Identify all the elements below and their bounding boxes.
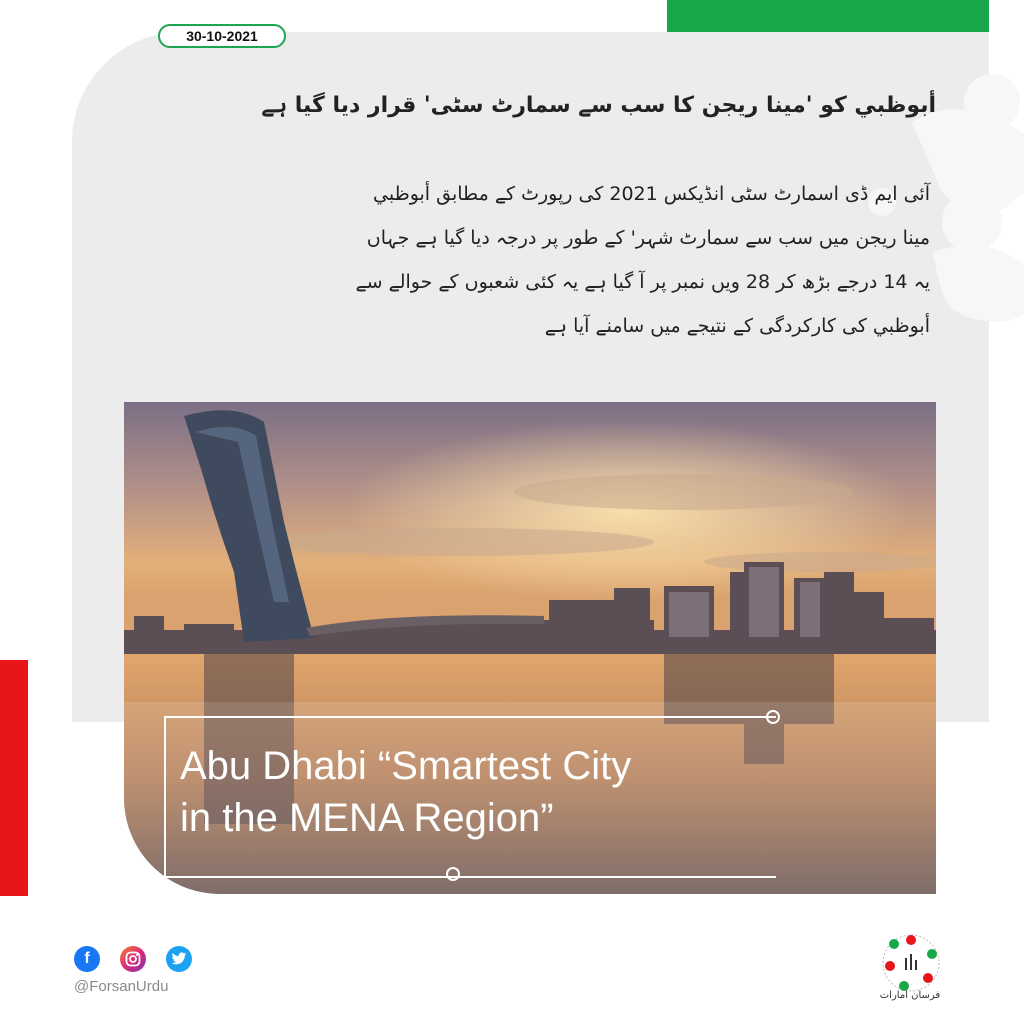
body-line: آئی ایم ڈی اسمارٹ سٹی انڈیکس 2021 کی رپورٹ کے مطابق أبوظبي: [373, 183, 930, 205]
caption-line: in the MENA Region”: [180, 796, 554, 840]
article-body: [100, 172, 930, 348]
frame-knob-bottom: [446, 867, 460, 881]
body-line: مینا ریجن میں سب سے سمارٹ شہر' کے طور پر درجہ دیا گیا ہے جہاں: [366, 227, 930, 249]
body-line: یہ 14 درجے بڑھ کر 28 ویں نمبر پر آ گیا ہے یہ کئی شعبوں کے حوالے سے: [355, 271, 930, 293]
logo-text: فرسان امارات: [879, 990, 941, 1001]
headline: أبوظبي کو 'مینا ریجن کا سب سے سمارٹ سٹی' قرار دیا گیا ہے: [261, 93, 936, 118]
frame-knob-top: [766, 710, 780, 724]
twitter-icon[interactable]: [166, 946, 192, 972]
green-accent-bar: [667, 0, 989, 32]
facebook-icon[interactable]: f: [74, 946, 100, 972]
date-badge: 30-10-2021: [158, 24, 286, 48]
red-accent-bar: [0, 660, 28, 896]
social-icons: [74, 946, 192, 972]
image-caption: [180, 740, 780, 844]
body-line: أبوظبي کی کارکردگی کے نتیجے میں سامنے آیا ہے: [544, 315, 930, 337]
instagram-icon[interactable]: [120, 946, 146, 972]
social-handle[interactable]: @ForsanUrdu: [74, 978, 169, 995]
caption-line: Abu Dhabi “Smartest City: [180, 744, 632, 788]
